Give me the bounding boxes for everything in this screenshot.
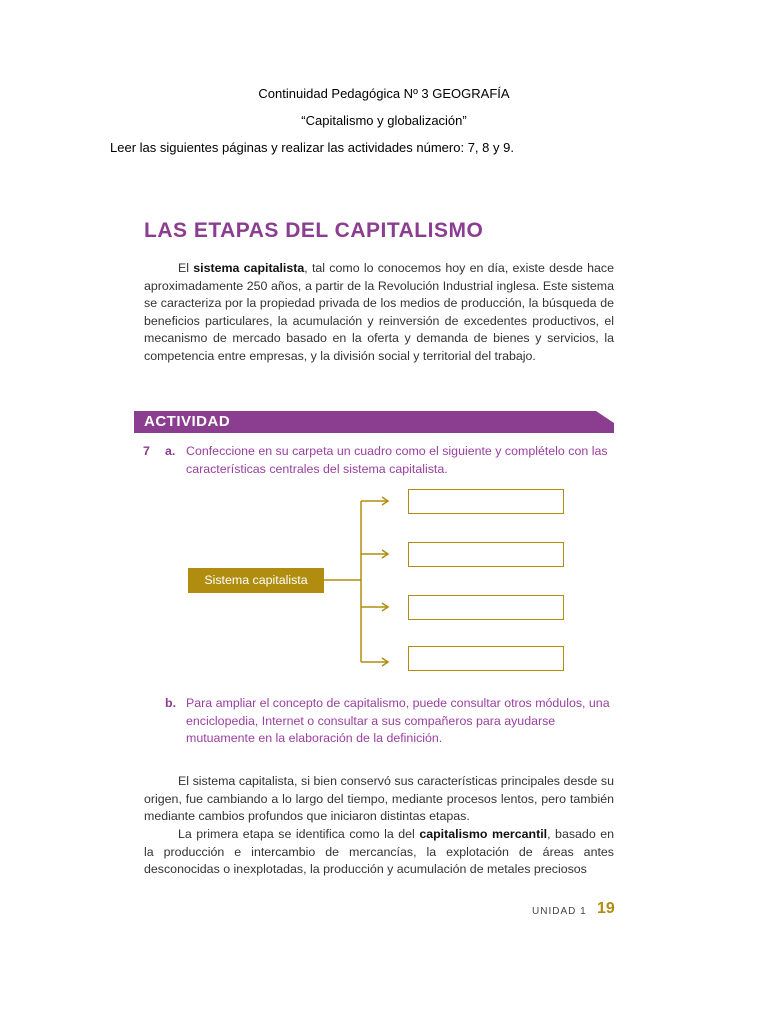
header-instructions: Leer las siguientes páginas y realizar las actividades número: 7, 8 y 9. [110, 140, 514, 155]
item-a-text: Confeccione en su carpeta un cuadro como el siguiente y complételo con las características centrales del sistema capitalista. [186, 444, 608, 476]
intro-text-start: El [178, 261, 194, 275]
activity-label: ACTIVIDAD [144, 413, 231, 430]
item-b-letter: b. [165, 696, 177, 710]
section-title: LAS ETAPAS DEL CAPITALISMO [144, 219, 484, 242]
empty-answer-box-2 [408, 542, 564, 567]
body-p3-bold: capitalismo mercantil [419, 827, 548, 841]
page-number: 19 [597, 900, 615, 917]
empty-answer-box-1 [408, 489, 564, 514]
body-p2-text: El sistema capitalista, si bien conservó sus características principales desde su origen, fue cambiando a lo largo del tiempo, mediante procesos lentos, pero también mediante cambios profundos que iniciaron distintas etapas. [144, 774, 614, 824]
intro-text-rest: , tal como lo conocemos hoy en día, existe desde hace aproximadamente 250 años, a partir de la Revolución Industrial inglesa. Este sistema se caracteriza por la propiedad privada de los medios de producción, la búsqueda de beneficios particulares, la acumulación y reinversión de excedentes productivos, el mecanismo de mercado basado en la oferta y demanda de bienes y servicios, la competencia entre empresas, y la división social y territorial del trabajo. [144, 261, 614, 363]
activity-number: 7 [143, 444, 150, 458]
body-paragraph-2 [144, 773, 614, 826]
intro-bold-term: sistema capitalista [193, 261, 305, 275]
empty-answer-box-4 [408, 646, 564, 671]
footer-unit-label: UNIDAD 1 [532, 906, 587, 917]
body-paragraph-3 [144, 826, 614, 879]
item-b-text: Para ampliar el concepto de capitalismo, puede consultar otros módulos, una enciclopedia, Internet o consultar a sus compañeros para ayudarse mutuamente en la elaboración de la definición. [186, 696, 610, 746]
empty-answer-box-3 [408, 595, 564, 620]
root-box-sistema-capitalista: Sistema capitalista [188, 568, 324, 593]
header-line-2: “Capitalismo y globalización” [301, 113, 467, 128]
header-line-1: Continuidad Pedagógica Nº 3 GEOGRAFÍA [258, 86, 510, 101]
body-p3-start: La primera etapa se identifica como la del [178, 827, 420, 841]
item-a-letter: a. [165, 444, 176, 458]
body-p3-rest: , basado en la producción e intercambio de mercancías, la explotación de áreas antes desconocidas o inexplotadas, la producción y acumulación de metales preciosos [144, 827, 615, 877]
